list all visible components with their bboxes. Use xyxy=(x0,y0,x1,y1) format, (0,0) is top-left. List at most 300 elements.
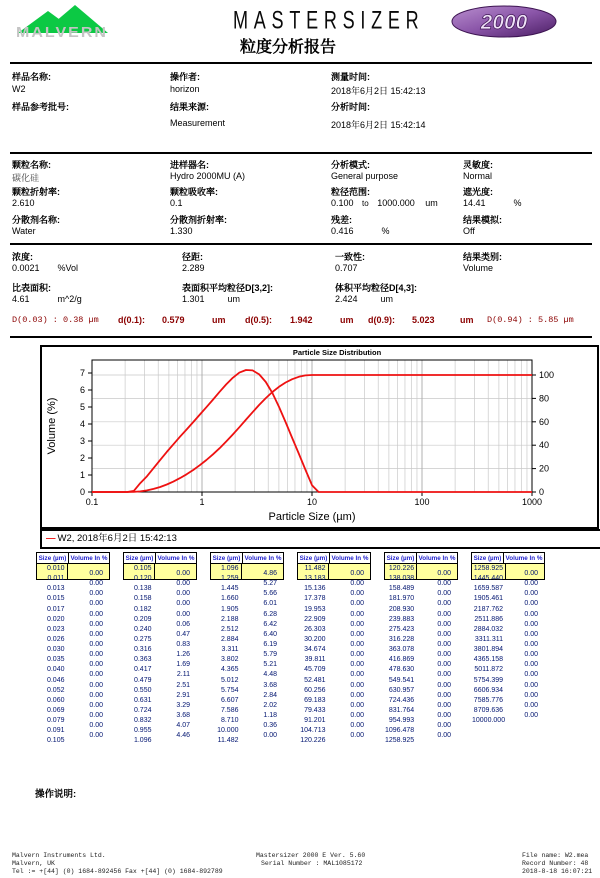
footer-line: 2018-8-18 16:07:21 xyxy=(522,868,593,875)
legend-line-marker: — xyxy=(46,533,56,544)
volume-cell: 0.00 xyxy=(350,691,364,699)
d43-number: 2.424 xyxy=(335,294,358,304)
span-value: 2.289 xyxy=(182,263,205,273)
d003-value: D(0.03) : 0.38 µm xyxy=(12,315,99,325)
volume-cell: 5.21 xyxy=(263,661,277,669)
size-cell: 158.489 xyxy=(388,585,415,593)
volume-cell: 0.00 xyxy=(350,701,364,709)
volume-cell: 0.00 xyxy=(350,711,364,719)
x-axis-label: Particle Size (µm) xyxy=(268,511,356,523)
obscuration-value xyxy=(463,198,522,208)
absorption-value: 0.1 xyxy=(170,198,183,208)
y-right-tick-label: 20 xyxy=(539,463,550,474)
dispersant-ri-value: 1.330 xyxy=(170,226,193,236)
field-label: 进样器名: xyxy=(170,160,209,170)
size-cell: 0.363 xyxy=(133,656,152,664)
volume-cell: 2.91 xyxy=(176,691,190,699)
obscuration-number: 14.41 xyxy=(463,198,486,208)
y-left-tick-label: 2 xyxy=(79,453,85,463)
ssa-value xyxy=(12,294,82,304)
size-cell: 1445.440 xyxy=(473,575,503,583)
volume-cell: 2.84 xyxy=(263,691,277,699)
volume-cell: 0.00 xyxy=(89,661,103,669)
size-cell: 30.200 xyxy=(304,635,326,643)
table-body xyxy=(471,564,545,725)
table-group xyxy=(471,552,545,725)
size-cell: 2.188 xyxy=(220,615,239,623)
size-cell: 15.136 xyxy=(304,585,326,593)
size-column xyxy=(211,564,241,745)
size-range-min: 0.100 xyxy=(331,198,354,208)
volume-cell: 4.48 xyxy=(263,671,277,679)
size-column xyxy=(472,564,506,725)
table-header-row xyxy=(123,552,197,564)
size-column-header: Size (µm) xyxy=(123,552,156,564)
product-title: MASTERSIZER xyxy=(233,6,425,34)
size-cell: 60.256 xyxy=(304,686,326,694)
particle-name-value: 碳化硅 xyxy=(12,173,40,183)
field-label: 颗粒名称: xyxy=(12,160,51,170)
y-axis-label: Volume (%) xyxy=(46,397,58,455)
d32-unit: um xyxy=(227,294,241,304)
size-cell: 1096.478 xyxy=(385,727,415,735)
size-cell: 39.811 xyxy=(304,656,326,664)
size-cell: 3311.311 xyxy=(474,635,503,643)
size-cell: 1905.461 xyxy=(473,595,503,603)
volume-column-header: Volume In % xyxy=(68,552,110,564)
size-cell: 10.000 xyxy=(217,727,239,735)
residual-number: 0.416 xyxy=(331,226,354,236)
volume-column-header: Volume In % xyxy=(329,552,371,564)
size-cell: 0.010 xyxy=(46,565,65,572)
size-cell: 0.046 xyxy=(46,676,65,684)
brand-name: MALVERN xyxy=(16,24,108,41)
d50-label: d(0.5): xyxy=(245,315,272,325)
size-cell: 45.709 xyxy=(304,666,326,674)
size-cell: 0.015 xyxy=(46,595,65,603)
table-body xyxy=(210,564,284,745)
analysed-time-value: 2018年6月2日 15:42:14 xyxy=(331,120,426,130)
size-cell: 13.183 xyxy=(304,575,326,583)
volume-cell: 0.00 xyxy=(437,630,451,638)
volume-cell: 0.00 xyxy=(176,590,190,598)
size-cell: 8709.636 xyxy=(473,706,503,714)
result-source-value: Measurement xyxy=(170,118,226,128)
volume-cell: 0.00 xyxy=(524,590,538,598)
volume-cell: 6.28 xyxy=(263,610,277,618)
table-group xyxy=(210,552,284,745)
accessory-name-value: Hydro 2000MU (A) xyxy=(170,171,246,181)
table-group xyxy=(384,552,458,745)
volume-cell: 0.00 xyxy=(350,580,364,588)
size-cell: 4365.158 xyxy=(473,656,503,664)
size-cell: 1258.925 xyxy=(385,737,415,745)
volume-cell: 0.00 xyxy=(89,711,103,719)
field-label: 体积平均粒径D[4,3]: xyxy=(335,283,418,293)
volume-cell: 6.19 xyxy=(263,640,277,648)
volume-cell: 0.00 xyxy=(350,661,364,669)
particle-size-distribution-chart xyxy=(40,345,599,529)
d32-number: 1.301 xyxy=(182,294,205,304)
volume-cell: 0.00 xyxy=(524,691,538,699)
size-cell: 8.710 xyxy=(220,717,239,725)
d10-value: 0.579 xyxy=(162,315,185,325)
footer-line: File name: W2.mea xyxy=(522,852,589,859)
size-cell: 120.226 xyxy=(388,565,415,572)
y-left-tick-label: 7 xyxy=(79,368,85,378)
size-cell: 208.930 xyxy=(388,605,415,613)
volume-cell: 1.26 xyxy=(176,651,190,659)
percentile-values-row xyxy=(0,315,600,328)
sample-name-value: W2 xyxy=(12,84,26,94)
size-cell: 11.482 xyxy=(304,565,326,572)
volume-cell: 0.00 xyxy=(437,640,451,648)
analysis-info-col xyxy=(331,158,461,242)
size-cell: 1659.587 xyxy=(473,585,503,593)
volume-cell: 0.00 xyxy=(524,580,538,588)
size-cell: 0.020 xyxy=(46,615,65,623)
volume-cell: 0.00 xyxy=(89,722,103,730)
size-cell: 0.209 xyxy=(133,615,152,623)
volume-cell: 2.11 xyxy=(176,671,190,679)
d90-unit: um xyxy=(460,315,474,325)
footer-software xyxy=(256,852,365,868)
table-group xyxy=(297,552,371,745)
volume-cell: 0.00 xyxy=(89,590,103,598)
volume-cell: 0.00 xyxy=(524,711,538,719)
volume-cell: 0.00 xyxy=(263,732,277,740)
volume-cell: 0.00 xyxy=(350,610,364,618)
size-cell: 1.259 xyxy=(220,575,239,583)
size-cell: 0.079 xyxy=(46,717,65,725)
volume-cell: 5.79 xyxy=(263,651,277,659)
size-cell: 4.365 xyxy=(220,666,239,674)
size-cell: 0.182 xyxy=(133,605,152,613)
volume-cell: 0.00 xyxy=(524,661,538,669)
size-cell: 2.884 xyxy=(220,635,239,643)
field-label: 残差: xyxy=(331,215,352,225)
volume-column-header: Volume In % xyxy=(242,552,284,564)
field-label: 颗粒吸收率: xyxy=(170,187,218,197)
y-right-tick-label: 60 xyxy=(539,416,550,427)
size-cell: 0.035 xyxy=(46,656,65,664)
table-header-row xyxy=(297,552,371,564)
chart-legend xyxy=(40,529,600,549)
particle-info-col xyxy=(12,158,162,242)
size-cell: 5754.399 xyxy=(473,676,503,684)
size-cell: 5.012 xyxy=(220,676,239,684)
volume-cell: 0.00 xyxy=(350,620,364,628)
size-cell: 0.955 xyxy=(133,727,152,735)
result-emulation-value: Off xyxy=(463,226,475,236)
d32-value xyxy=(182,294,240,304)
size-cell: 2187.762 xyxy=(473,605,503,613)
obscuration-unit: % xyxy=(513,198,522,208)
size-cell: 0.060 xyxy=(46,696,65,704)
volume-cell: 0.00 xyxy=(176,570,190,577)
size-cell: 1.445 xyxy=(220,585,239,593)
size-cell: 0.240 xyxy=(133,625,152,633)
volume-cell: 0.00 xyxy=(437,671,451,679)
size-cell: 0.011 xyxy=(47,575,65,583)
volume-cell: 0.00 xyxy=(437,610,451,618)
x-tick-label: 1000 xyxy=(521,497,543,507)
field-label: 分析模式: xyxy=(331,160,370,170)
volume-cell: 0.00 xyxy=(524,610,538,618)
volume-cell: 0.00 xyxy=(437,722,451,730)
sensitivity-value: Normal xyxy=(463,171,493,181)
volume-column-header: Volume In % xyxy=(155,552,197,564)
size-column-header: Size (µm) xyxy=(297,552,330,564)
volume-cell: 0.00 xyxy=(350,590,364,598)
table-header-row xyxy=(210,552,284,564)
volume-column xyxy=(241,564,284,740)
size-cell: 0.724 xyxy=(133,706,152,714)
volume-cell: 0.00 xyxy=(437,600,451,608)
table-body xyxy=(384,564,458,745)
size-column xyxy=(298,564,328,745)
divider xyxy=(10,152,592,154)
x-tick-label: 0.1 xyxy=(85,497,99,507)
volume-cell: 4.86 xyxy=(263,570,277,577)
size-cell: 3.311 xyxy=(221,646,239,654)
field-label: 浓度: xyxy=(12,252,33,262)
x-tick-label: 100 xyxy=(414,497,430,507)
table-body xyxy=(297,564,371,745)
size-cell: 363.078 xyxy=(388,646,415,654)
sample-info-col xyxy=(12,70,162,140)
residual-value xyxy=(331,226,390,236)
size-cell: 7.586 xyxy=(220,706,239,714)
size-distribution-table xyxy=(36,552,545,745)
d50-unit: um xyxy=(340,315,354,325)
size-column-header: Size (µm) xyxy=(384,552,417,564)
footer-line: Malvern, UK xyxy=(12,860,55,867)
size-cell: 0.026 xyxy=(46,635,65,643)
volume-cell: 6.42 xyxy=(263,620,277,628)
field-label: 样品参考批号: xyxy=(12,102,69,112)
size-cell: 0.069 xyxy=(46,706,65,714)
analysis-model-value: General purpose xyxy=(331,171,399,181)
volume-cell: 0.00 xyxy=(350,630,364,638)
size-cell: 52.481 xyxy=(304,676,326,684)
size-column-header: Size (µm) xyxy=(210,552,243,564)
size-cell: 3801.894 xyxy=(473,646,503,654)
volume-cell: 0.00 xyxy=(89,651,103,659)
field-label: 遮光度: xyxy=(463,187,493,197)
concentration-value xyxy=(12,263,78,273)
y-right-tick-label: 0 xyxy=(539,487,545,497)
volume-cell: 0.00 xyxy=(176,600,190,608)
size-range-max: 1000.000 xyxy=(377,198,415,208)
field-label: 表面积平均粒径D[3,2]: xyxy=(182,283,274,293)
uniformity-value: 0.707 xyxy=(335,263,358,273)
size-range-unit: um xyxy=(425,198,438,208)
volume-cell: 0.00 xyxy=(524,640,538,648)
volume-cell: 0.00 xyxy=(350,681,364,689)
volume-cell: 0.00 xyxy=(350,570,364,577)
volume-cell: 0.00 xyxy=(437,681,451,689)
size-cell: 724.436 xyxy=(388,696,415,704)
size-cell: 5011.872 xyxy=(474,666,503,674)
divider xyxy=(10,336,592,338)
volume-column xyxy=(67,564,110,740)
y-right-tick-label: 100 xyxy=(539,370,555,380)
table-body xyxy=(36,564,110,745)
field-label: 一致性: xyxy=(335,252,365,262)
table-group xyxy=(36,552,110,745)
volume-column xyxy=(416,564,457,740)
d10-label: d(0.1): xyxy=(118,315,145,325)
dispersant-name-value: Water xyxy=(12,226,36,236)
size-cell: 5.754 xyxy=(220,686,239,694)
footer-file-info xyxy=(522,852,592,876)
volume-column xyxy=(328,564,371,740)
footer-line: Mastersizer 2000 E Ver. 5.60 xyxy=(256,852,366,859)
table-header-row xyxy=(384,552,458,564)
size-cell: 0.105 xyxy=(46,737,65,745)
y-left-tick-label: 6 xyxy=(79,385,85,395)
volume-cell: 0.00 xyxy=(524,671,538,679)
d50-value: 1.942 xyxy=(290,315,313,325)
results-col-2 xyxy=(182,250,332,310)
operator-info-col xyxy=(170,70,320,140)
d10-unit: um xyxy=(212,315,226,325)
page-title: 粒度分析报告 xyxy=(240,39,337,56)
size-column xyxy=(37,564,67,745)
volume-cell: 0.00 xyxy=(524,630,538,638)
volume-cell: 0.00 xyxy=(437,732,451,740)
field-label: 操作者: xyxy=(170,72,200,82)
volume-column-header: Volume In % xyxy=(503,552,545,564)
operation-notes-label: 操作说明: xyxy=(35,789,77,800)
volume-cell: 0.00 xyxy=(89,671,103,679)
size-cell: 6.607 xyxy=(220,696,239,704)
table-header-row xyxy=(471,552,545,564)
size-range-to: to xyxy=(362,199,369,208)
size-cell: 10000.000 xyxy=(472,717,506,725)
size-cell: 1.096 xyxy=(220,565,239,572)
volume-cell: 4.46 xyxy=(176,732,190,740)
volume-cell: 0.06 xyxy=(176,620,190,628)
volume-cell: 1.18 xyxy=(263,711,277,719)
field-label: 径距: xyxy=(182,252,203,262)
volume-cell: 2.02 xyxy=(263,701,277,709)
field-label: 结果来源: xyxy=(170,102,209,112)
measured-time-value: 2018年6月2日 15:42:13 xyxy=(331,86,426,96)
field-label: 结果类别: xyxy=(463,252,502,262)
x-tick-label: 10 xyxy=(306,497,318,507)
field-label: 测量时间: xyxy=(331,72,370,82)
size-cell: 0.417 xyxy=(133,666,152,674)
size-cell: 549.541 xyxy=(388,676,415,684)
size-column-header: Size (µm) xyxy=(36,552,69,564)
size-cell: 91.201 xyxy=(304,717,326,725)
volume-cell: 0.00 xyxy=(176,610,190,618)
size-cell: 954.993 xyxy=(388,717,415,725)
size-column-header: Size (µm) xyxy=(471,552,504,564)
size-cell: 11.482 xyxy=(217,737,239,745)
volume-cell: 1.69 xyxy=(176,661,190,669)
volume-cell: 0.00 xyxy=(89,580,103,588)
size-cell: 0.316 xyxy=(133,646,152,654)
field-label: 样品名称: xyxy=(12,72,51,82)
size-cell: 181.970 xyxy=(388,595,415,603)
field-label: 灵敏度: xyxy=(463,160,493,170)
volume-column xyxy=(154,564,197,740)
size-cell: 0.030 xyxy=(46,646,65,654)
operator-value: horizon xyxy=(170,84,200,94)
volume-cell: 0.00 xyxy=(437,711,451,719)
residual-unit: % xyxy=(381,226,390,236)
field-label: 颗粒折射率: xyxy=(12,187,60,197)
size-cell: 0.017 xyxy=(46,605,65,613)
size-cell: 0.023 xyxy=(46,625,65,633)
volume-cell: 0.00 xyxy=(89,701,103,709)
size-cell: 1.660 xyxy=(220,595,239,603)
volume-cell: 0.00 xyxy=(89,732,103,740)
size-cell: 2511.886 xyxy=(474,615,503,623)
particle-ri-value: 2.610 xyxy=(12,198,35,208)
volume-cell: 0.00 xyxy=(89,640,103,648)
field-label: 比表面积: xyxy=(12,283,51,293)
size-cell: 2.512 xyxy=(220,625,239,633)
volume-cell: 0.00 xyxy=(524,620,538,628)
footer-line: Tel := +[44] (0) 1684-892456 Fax +[44] (0) 1684-892789 xyxy=(12,868,223,875)
size-cell: 120.226 xyxy=(300,737,326,745)
size-cell: 0.275 xyxy=(133,635,152,643)
size-cell: 630.957 xyxy=(388,686,415,694)
size-cell: 0.832 xyxy=(133,717,152,725)
volume-cell: 5.27 xyxy=(263,580,277,588)
results-col-1 xyxy=(12,250,172,310)
size-range-value xyxy=(331,198,438,208)
accessory-info-col xyxy=(170,158,320,242)
volume-cell: 0.00 xyxy=(89,620,103,628)
volume-cell: 0.00 xyxy=(437,620,451,628)
y-right-tick-label: 80 xyxy=(539,393,550,404)
size-cell: 0.550 xyxy=(133,686,152,694)
size-cell: 316.228 xyxy=(388,635,415,643)
results-col-4 xyxy=(463,250,583,310)
volume-cell: 0.00 xyxy=(437,651,451,659)
volume-cell: 0.00 xyxy=(350,651,364,659)
size-cell: 416.869 xyxy=(388,656,415,664)
volume-cell: 0.36 xyxy=(263,722,277,730)
field-label: 分析时间: xyxy=(331,102,370,112)
size-column xyxy=(385,564,416,745)
volume-cell: 6.40 xyxy=(263,630,277,638)
d094-value: D(0.94) : 5.85 µm xyxy=(487,315,574,325)
ssa-number: 4.61 xyxy=(12,294,30,304)
d90-value: 5.023 xyxy=(412,315,435,325)
volume-cell: 0.00 xyxy=(89,610,103,618)
ssa-unit: m^2/g xyxy=(57,294,82,304)
legend-label: W2, 2018年6月2日 15:42:13 xyxy=(57,533,177,544)
time-info-col xyxy=(331,70,531,140)
size-cell: 239.883 xyxy=(388,615,415,623)
footer-line: Serial Number : MAL1085172 xyxy=(261,860,363,867)
field-label: 粒径范围: xyxy=(331,187,370,197)
table-header-row xyxy=(36,552,110,564)
size-cell: 17.378 xyxy=(304,595,326,603)
size-cell: 0.138 xyxy=(133,585,152,593)
volume-cell: 0.00 xyxy=(89,691,103,699)
size-cell: 6606.934 xyxy=(473,686,503,694)
volume-cell: 0.47 xyxy=(176,630,190,638)
chart-title: Particle Size Distribution xyxy=(292,348,382,357)
size-cell: 0.105 xyxy=(133,565,152,572)
